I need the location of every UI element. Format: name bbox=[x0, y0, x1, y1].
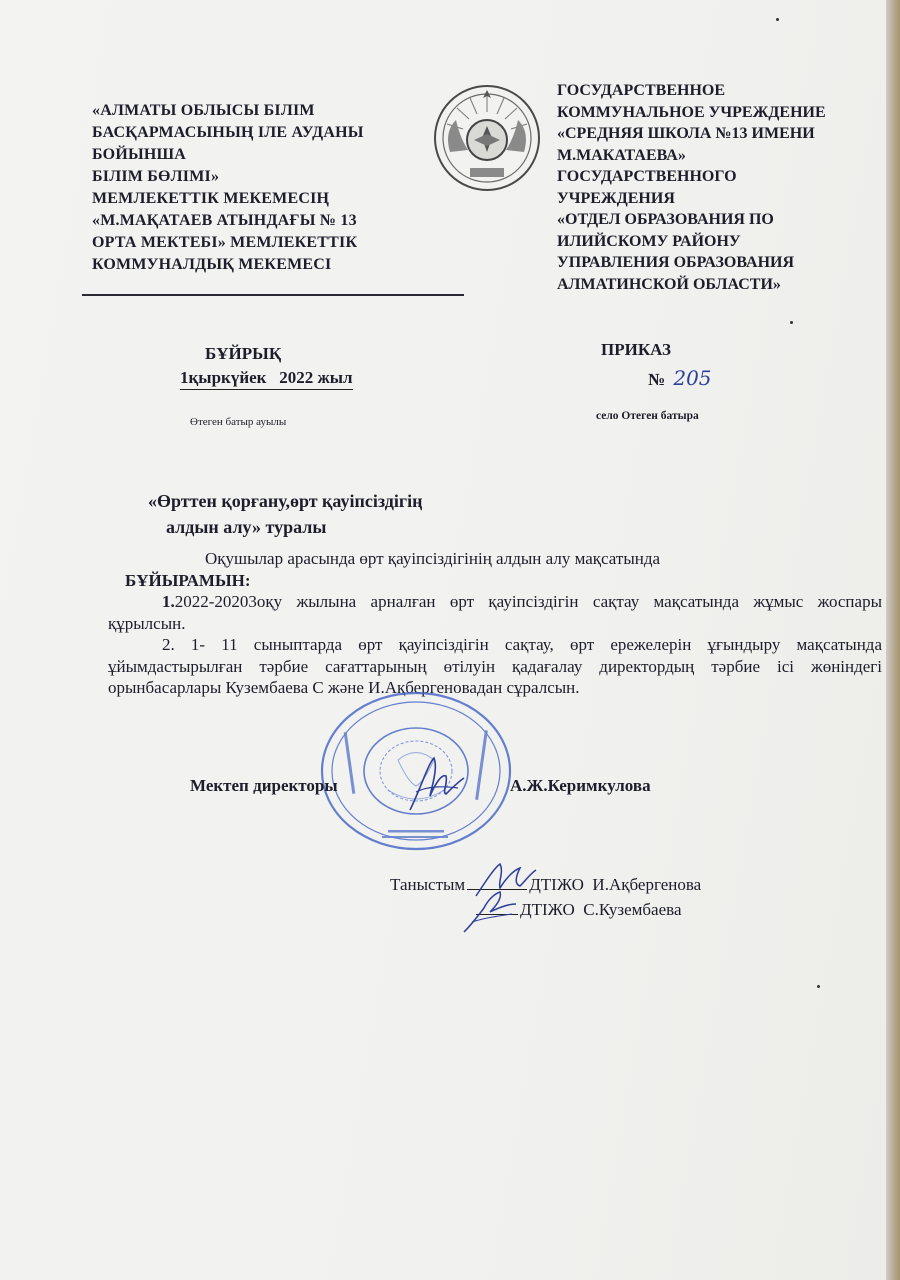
header-kz-line: «АЛМАТЫ ОБЛЫСЫ БІЛІМ bbox=[92, 102, 315, 119]
ack-signature-2 bbox=[460, 886, 524, 936]
order-item-1 bbox=[108, 591, 882, 634]
header-ru-line: ИЛИЙСКОМУ РАЙОНУ bbox=[557, 232, 741, 250]
header-ru-line: ГОСУДАРСТВЕННОГО bbox=[557, 168, 737, 185]
header-ru-line: «ОТДЕЛ ОБРАЗОВАНИЯ ПО bbox=[557, 211, 774, 228]
item-1-number: 1. bbox=[162, 592, 175, 611]
kazakhstan-emblem-icon bbox=[430, 82, 545, 194]
header-ru-line: УПРАВЛЕНИЯ ОБРАЗОВАНИЯ bbox=[557, 254, 795, 271]
desk-edge bbox=[886, 0, 900, 1280]
paper-speck bbox=[776, 18, 779, 21]
order-title-ru: ПРИКАЗ bbox=[601, 340, 671, 359]
header-kz-line: КОММУНАЛДЫҚ МЕКЕМЕСІ bbox=[92, 256, 332, 273]
header-russian bbox=[557, 80, 877, 295]
header-ru-line: М.МАКАТАЕВА» bbox=[557, 146, 686, 164]
order-title-kz: БҰЙРЫҚ bbox=[205, 344, 282, 363]
header-kazakh bbox=[92, 100, 462, 276]
director-signature bbox=[402, 752, 468, 814]
village-kz: Өтеген батыр ауылы bbox=[190, 416, 287, 428]
header-kz-line: МЕМЛЕКЕТТІК МЕКЕМЕСІҢ bbox=[92, 190, 330, 207]
order-subject bbox=[148, 488, 422, 540]
header-divider bbox=[82, 294, 464, 296]
order-body bbox=[108, 548, 882, 699]
number-sign: № bbox=[648, 370, 666, 389]
order-date: 1қыркүйек 2022 жыл bbox=[180, 368, 353, 390]
order-number bbox=[648, 366, 712, 390]
header-ru-line: УЧРЕЖДЕНИЯ bbox=[557, 189, 675, 207]
subject-line-2: алдын алу» туралы bbox=[166, 517, 327, 537]
header-ru-line: ГОСУДАРСТВЕННОЕ bbox=[557, 82, 725, 99]
header-kz-line: БОЙЫНША bbox=[92, 146, 187, 163]
header-ru-line: «СРЕДНЯЯ ШКОЛА №13 ИМЕНИ bbox=[557, 125, 815, 142]
order-word: БҰЙЫРАМЫН: bbox=[125, 570, 251, 590]
header-kz-line: «М.МАҚАТАЕВ АТЫНДАҒЫ № 13 bbox=[92, 212, 357, 229]
director-label: Мектеп директоры bbox=[190, 776, 338, 795]
header-kz-line: ОРТА МЕКТЕБІ» МЕМЛЕКЕТТІК bbox=[92, 234, 358, 251]
purpose-line: Оқушылар арасында өрт қауіпсіздігінің алдын алу мақсатында bbox=[205, 549, 661, 568]
header-kz-line: БАСҚАРМАСЫНЫҢ ІЛЕ АУДАНЫ bbox=[92, 124, 364, 141]
ack-person-1: ДТІЖО И.Ақбергенова bbox=[529, 875, 702, 894]
order-item-2: 2. 1- 11 сыныптарда өрт қауіпсіздігін сақтау, өрт ережелерін ұғындыру мақсатында ұйымдастырылған тәрбие сағаттарының өтілуін қадағалау директордың тәрбие ісі жөніндегі орынбасарлары Кузембаева С және И.Ақбергеновадан сұралсын. bbox=[108, 635, 882, 697]
header-ru-line: КОММУНАЛЬНОЕ УЧРЕЖДЕНИЕ bbox=[557, 103, 826, 121]
acknowledgement-line-1 bbox=[390, 875, 701, 895]
ack-person-2: ДТІЖО С.Кузембаева bbox=[520, 900, 682, 919]
handwritten-order-number: 205 bbox=[673, 366, 712, 390]
director-name: А.Ж.Керимкулова bbox=[510, 776, 651, 795]
subject-line-1: «Өрттен қорғану,өрт қауіпсіздігің bbox=[148, 491, 423, 511]
header-kz-line: БІЛІМ БӨЛІМІ» bbox=[92, 168, 220, 185]
header-ru-line: АЛМАТИНСКОЙ ОБЛАСТИ» bbox=[557, 275, 781, 293]
ack-label: Таныстым bbox=[390, 875, 466, 894]
village-ru: село Отеген батыра bbox=[596, 410, 699, 422]
item-1-text: 2022-20203оқу жылына арналған өрт қауіпсіздігін сақтау мақсатында жұмыс жоспары құрылсын. bbox=[108, 592, 882, 633]
paper-speck bbox=[817, 985, 820, 988]
paper-speck bbox=[790, 321, 793, 324]
